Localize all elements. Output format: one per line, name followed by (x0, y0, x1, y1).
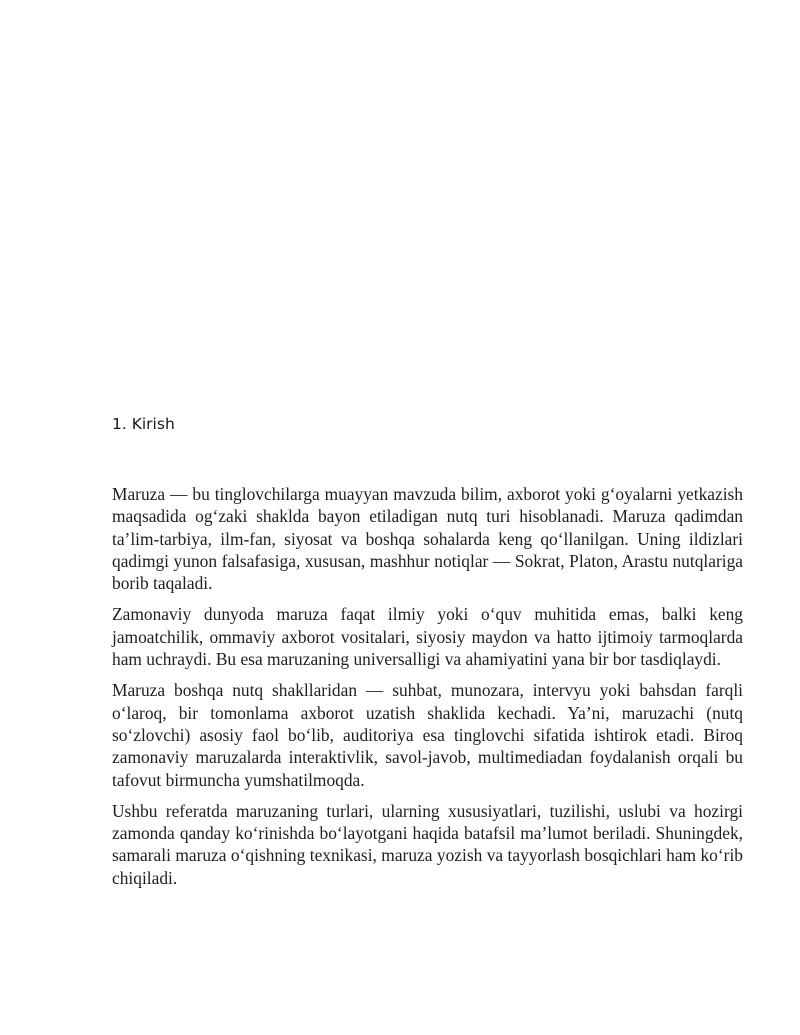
section-heading: 1. Kirish (112, 415, 175, 433)
paragraph-2: Zamonaviy dunyoda maruza faqat ilmiy yoki o‘quv muhitida emas, balki keng jamoatchilik, ommaviy axborot vositalari, siyosiy maydon va hatto ijtimoiy tarmoqlarda ham uchraydi. Bu esa maruzaning universalligi va ahamiyatini yana bir bor tasdiqlaydi. (112, 604, 743, 670)
paragraph-1: Maruza — bu tinglovchilarga muayyan mavzuda bilim, axborot yoki g‘oyalarni yetkazish maqsadida og‘zaki shaklda bayon etiladigan nutq turi hisoblanadi. Maruza qadimdan ta’lim-tarbiya, ilm-fan, siyosat va boshqa sohalarda keng qo‘llanilgan. Uning ildizlari qadimgi yunon falsafasiga, xususan, mashhur notiqlar — Sokrat, Platon, Arastu nutqlariga borib taqaladi. (112, 484, 743, 594)
document-body (112, 483, 743, 898)
paragraph-3: Maruza boshqa nutq shakllaridan — suhbat, munozara, intervyu yoki bahsdan farqli o‘laroq, bir tomonlama axborot uzatish shaklida kechadi. Ya’ni, maruzachi (nutq so‘zlovchi) asosiy faol bo‘lib, auditoriya esa tinglovchi sifatida ishtirok etadi. Biroq zamonaviy maruzalarda interaktivlik, savol-javob, multimediadan foydalanish orqali bu tafovut birmuncha yumshatilmoqda. (112, 680, 743, 790)
paragraph-4: Ushbu referatda maruzaning turlari, ularning xususiyatlari, tuzilishi, uslubi va hozirgi zamonda qanday ko‘rinishda bo‘layotgani haqida batafsil ma’lumot beriladi. Shuningdek, samarali maruza o‘qishning texnikasi, maruza yozish va tayyorlash bosqichlari ham ko‘rib chiqiladi. (112, 800, 743, 888)
